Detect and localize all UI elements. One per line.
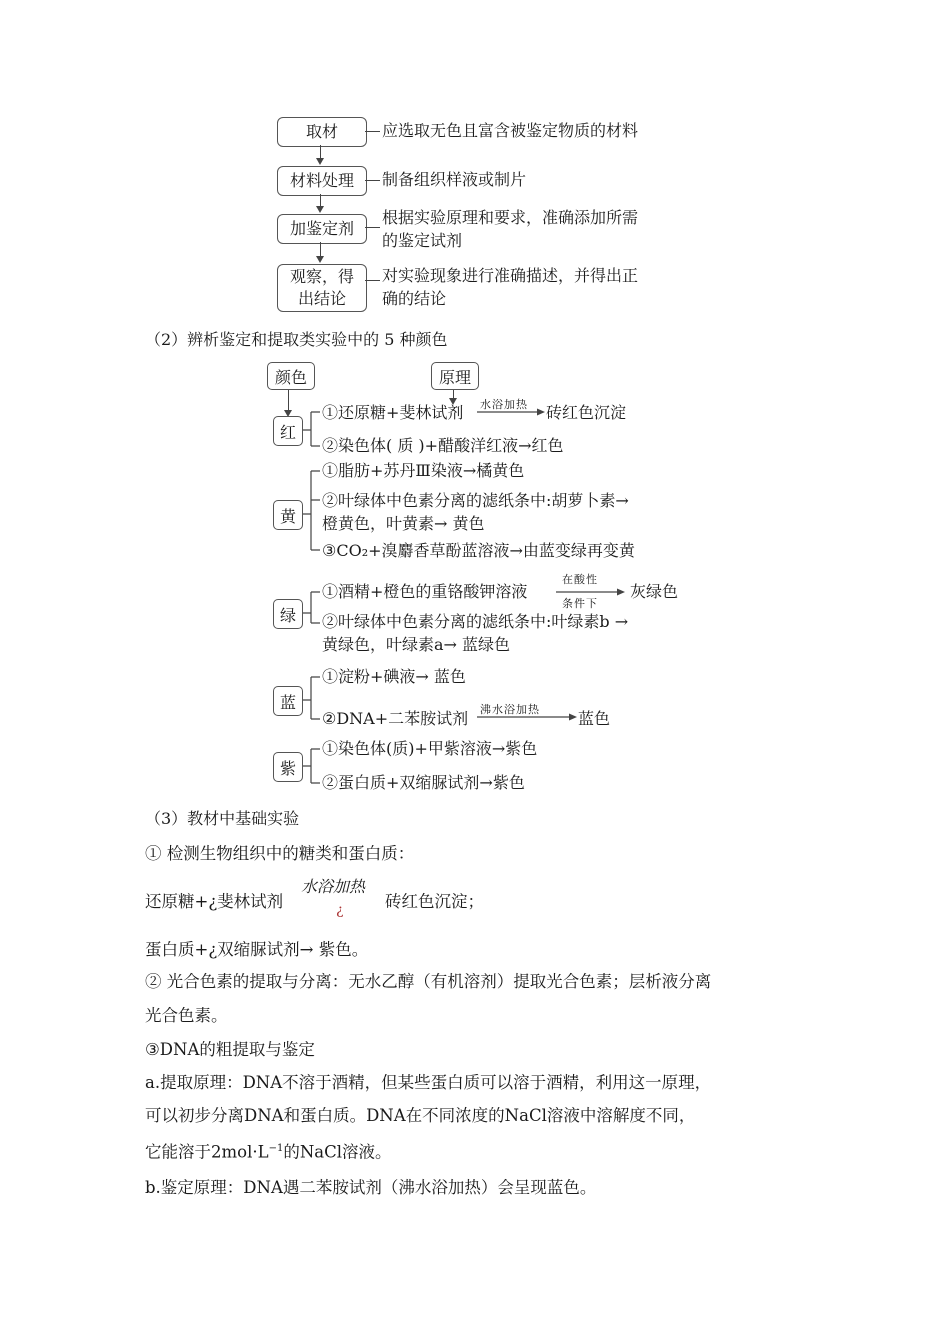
reaction-item: 黄绿色，叶绿素a→ 蓝绿色 bbox=[322, 635, 511, 654]
section-2-title: （2）辨析鉴定和提取类实验中的 5 种颜色 bbox=[145, 330, 448, 349]
flow-step-desc: 根据实验原理和要求，准确添加所需 bbox=[382, 208, 639, 227]
flow-step-box-line: 观察，得 bbox=[289, 267, 354, 286]
reaction-condition: 在酸性 bbox=[562, 573, 598, 586]
paragraph-a-line-2: 可以初步分离DNA和蛋白质。DNA在不同浓度的NaCl溶液中溶解度不同， bbox=[145, 1106, 696, 1125]
header-principle-box: 原理 bbox=[431, 362, 479, 390]
reaction-item: ②叶绿体中色素分离的滤纸条中:胡萝卜素→ bbox=[322, 491, 629, 510]
flow-step-box: 材料处理 bbox=[277, 166, 367, 196]
color-box-green: 绿 bbox=[273, 599, 303, 629]
reaction-condition: 条件下 bbox=[562, 597, 598, 610]
item-2-line-1: ② 光合色素的提取与分离：无水乙醇（有机溶剂）提取光合色素；层析液分离 bbox=[145, 972, 712, 991]
paragraph-a-line-3-post: 的NaCl溶液。 bbox=[283, 1142, 392, 1162]
reaction-item: ②DNA+二苯胺试剂 bbox=[322, 709, 469, 728]
reaction-result: 蓝色 bbox=[578, 709, 611, 728]
equation-1-right: 砖红色沉淀； bbox=[385, 892, 484, 911]
reaction-item: ①脂肪+苏丹Ⅲ染液→橘黄色 bbox=[322, 461, 525, 480]
superscript: −1 bbox=[268, 1143, 284, 1154]
flow-step-box: 取材 bbox=[277, 117, 367, 147]
flow-step-desc: 制备组织样液或制片 bbox=[382, 170, 527, 189]
item-2-line-2: 光合色素。 bbox=[145, 1006, 228, 1025]
flow-step-desc: 的鉴定试剂 bbox=[382, 231, 463, 250]
equation-1-marker: ¿ bbox=[336, 902, 344, 918]
reaction-condition: 沸水浴加热 bbox=[480, 703, 540, 716]
flow-step-box: 加鉴定剂 bbox=[277, 214, 367, 244]
reaction-item: ②叶绿体中色素分离的滤纸条中:叶绿素b → bbox=[322, 612, 629, 631]
item-1-heading: ① 检测生物组织中的糖类和蛋白质： bbox=[145, 844, 415, 863]
color-box-purple: 紫 bbox=[273, 752, 303, 782]
reaction-condition: 水浴加热 bbox=[480, 398, 528, 411]
reaction-item: ①淀粉+碘液→ 蓝色 bbox=[322, 667, 466, 686]
paragraph-a-line-3-pre: 它能溶于2mol·L bbox=[145, 1142, 269, 1162]
color-box-yellow: 黄 bbox=[273, 500, 303, 530]
flow-step-desc: 确的结论 bbox=[382, 289, 447, 308]
reaction-item: 橙黄色，叶黄素→ 黄色 bbox=[322, 514, 485, 533]
reaction-result: 灰绿色 bbox=[630, 582, 679, 601]
equation-1-condition: 水浴加热 bbox=[301, 877, 366, 896]
color-box-red: 红 bbox=[273, 416, 303, 446]
color-box-blue: 蓝 bbox=[273, 686, 303, 716]
reaction-item: ③CO₂+溴麝香草酚蓝溶液→由蓝变绿再变黄 bbox=[322, 541, 635, 560]
equation-1 bbox=[145, 890, 283, 914]
flow-step-desc: 对实验现象进行准确描述，并得出正 bbox=[382, 266, 639, 285]
item-3-heading: ③DNA的粗提取与鉴定 bbox=[145, 1040, 315, 1059]
flow-step-box-line: 出结论 bbox=[297, 289, 346, 308]
equation-2: 蛋白质+¿双缩脲试剂→ 紫色。 bbox=[145, 940, 369, 959]
paragraph-a-line-1: a.提取原理：DNA不溶于酒精，但某些蛋白质可以溶于酒精，利用这一原理， bbox=[145, 1073, 712, 1092]
equation-1-left: 还原糖+¿斐林试剂 bbox=[145, 892, 284, 911]
flow-step-desc: 应选取无色且富含被鉴定物质的材料 bbox=[382, 121, 639, 140]
paragraph-b: b.鉴定原理：DNA遇二苯胺试剂（沸水浴加热）会呈现蓝色。 bbox=[145, 1178, 597, 1197]
reaction-item: ②蛋白质+双缩脲试剂→紫色 bbox=[322, 773, 525, 792]
reaction-result: 砖红色沉淀 bbox=[546, 403, 627, 422]
reaction-item: ①还原糖+斐林试剂 bbox=[322, 403, 464, 422]
paragraph-a-line-3 bbox=[145, 1137, 392, 1165]
reaction-item: ①染色体(质)+甲紫溶液→紫色 bbox=[322, 739, 538, 758]
reaction-item: ②染色体( 质 )+醋酸洋红液→红色 bbox=[322, 436, 564, 455]
section-3-title: （3）教材中基础实验 bbox=[145, 809, 300, 828]
header-color-box: 颜色 bbox=[267, 362, 315, 390]
reaction-item: ①酒精+橙色的重铬酸钾溶液 bbox=[322, 582, 528, 601]
